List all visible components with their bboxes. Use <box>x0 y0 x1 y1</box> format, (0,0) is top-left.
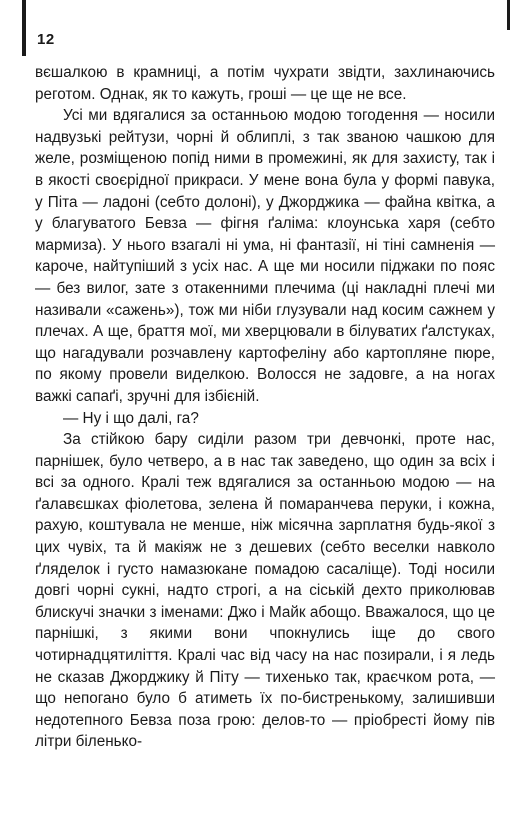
left-margin-bar <box>22 0 26 56</box>
paragraph-fashion: Усі ми вдягалися за останньою модою тогодення — носили надвузькі рейтузи, чорні й облиплі, з так званою чашкою для желе, розміщеною попід ними в промежині, як для захисту, так і в якості своєрідної прикраси. У мене вона була у формі павука, у Піта — ладоні (себто долоні), у Джорджика — файна квітка, а у благуватого Бевза — фігня ґаліма: клоунська харя (себто мармиза). У нього взагалі ні ума, ні фантазії, ні тіні самненія — кароче, найтупіший з усіх нас. А ще ми носили піджаки по пояс — без вилог, зате з отакенними плечима (ці накладні плечі ми називали «сажень»), тож ми ніби глузували над косим сажнем у плечах. А ще, браття мої, ми хверцювали в білуватих ґалстуках, що нагадували розчавлену картофеліну або картопляне пюре, по якому провели виделкою. Волосся не задовге, а на ногах важкі сапаґі, зручні для ізбієній. <box>35 107 495 405</box>
paragraph-bar: За стійкою бару сиділи разом три девчонкі, проте нас, парнішек, було четверо, а в нас так заведено, що один за всіх і всі за одного. Кралі теж вдягалися за останньою модою — на ґалавєшках фіолетова, зелена й помаранчева перуки, і кожна, рахую, коштувала не менше, ніж місячна зарплатня будь-якої з цих чувіх, та й макіяж не з дешевих (себто веселки навколо ґляделок і густо намазюкане помадою сасаліще). Тоді носили довгі чорні сукні, надто строгі, а на сіській дехто приколював блискучі значки з іменами: Джо і Майк абощо. Вважалося, що це парнішкі, з якими вони чпокнулись іще до свого чотирнадцятиліття. Кралі час від часу на нас позирали, і я ледь не сказав Джорджику й Піту — тихенько так, краєчком рота, — що непогано було б атиметь їх по-бистренькому, залишивши недотепного Бевза поза грою: делов-то — пріобресті йому пів літри біленько- <box>35 431 495 751</box>
paragraph-continued: вєшалкою в крамниці, а потім чухрати звідти, захлинаючись реготом. Однак, як то кажуть, гроші — це ще не все. <box>35 64 495 103</box>
body-text <box>35 62 495 753</box>
paragraph-dialogue: — Ну і що далі, га? <box>63 409 199 427</box>
page-number: 12 <box>37 31 55 48</box>
right-margin-bar <box>507 0 510 30</box>
